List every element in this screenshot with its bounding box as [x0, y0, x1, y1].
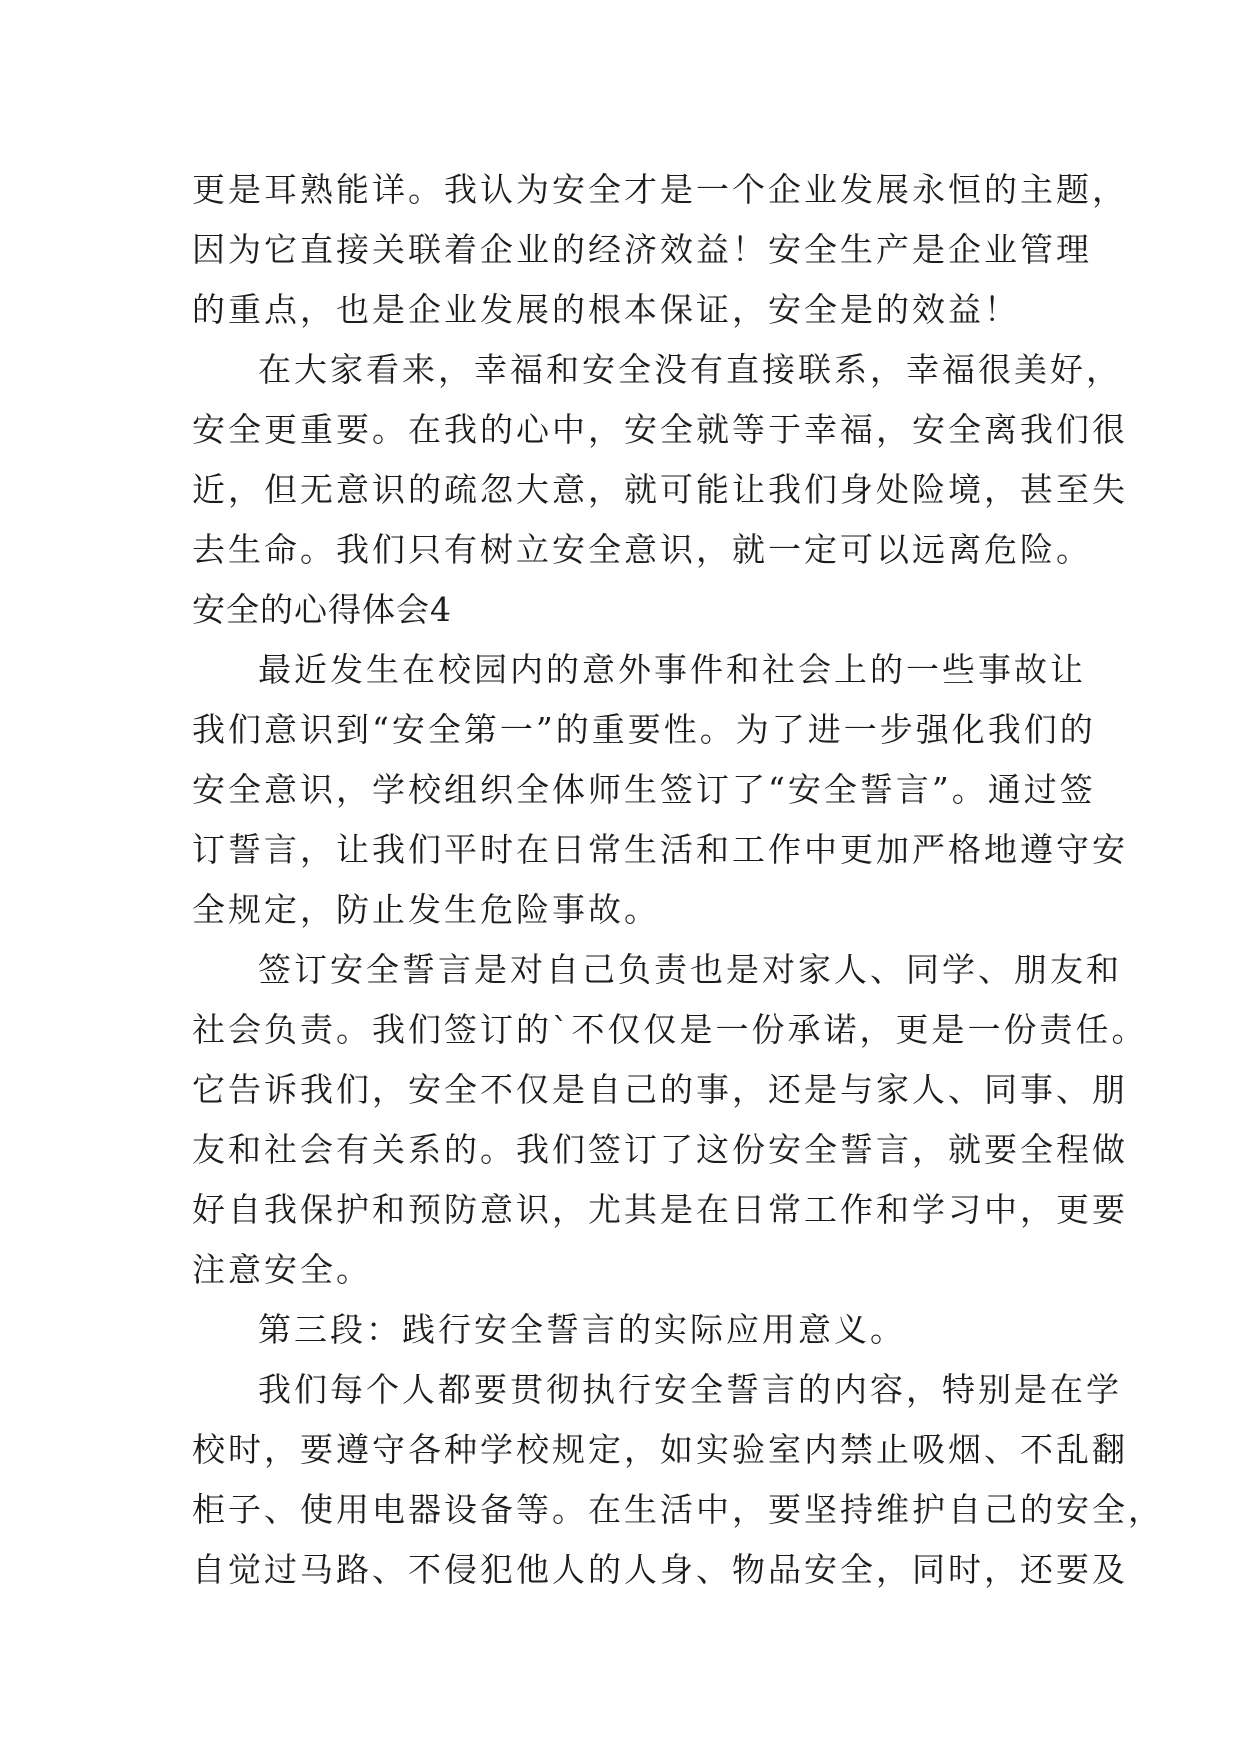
text-line: 安全更重要。在我的心中，安全就等于幸福，安全离我们很 [192, 410, 1128, 449]
document-body [192, 160, 1164, 1600]
paragraph-start-line: 第三段：践行安全誓言的实际应用意义。 [258, 1310, 906, 1349]
text-line: 好自我保护和预防意识，尤其是在日常工作和学习中，更要 [192, 1190, 1128, 1229]
text-line: 因为它直接关联着企业的经济效益！安全生产是企业管理 [192, 230, 1092, 269]
text-line: 它告诉我们，安全不仅是自己的事，还是与家人、同事、朋 [192, 1070, 1128, 1109]
text-line: 去生命。我们只有树立安全意识，就一定可以远离危险。 [192, 530, 1092, 569]
paragraph-start-line: 我们每个人都要贯彻执行安全誓言的内容，特别是在学 [258, 1370, 1122, 1409]
text-line: 柜子、使用电器设备等。在生活中，要坚持维护自己的安全， [192, 1490, 1164, 1529]
paragraph-start-line: 在大家看来，幸福和安全没有直接联系，幸福很美好， [258, 350, 1122, 389]
paragraph-start-line: 签订安全誓言是对自己负责也是对家人、同学、朋友和 [258, 950, 1122, 989]
text-line: 安全意识，学校组织全体师生签订了“安全誓言”。通过签 [192, 770, 1096, 809]
paragraph-start-line: 最近发生在校园内的意外事件和社会上的一些事故让 [258, 650, 1086, 689]
text-line: 友和社会有关系的。我们签订了这份安全誓言，就要全程做 [192, 1130, 1128, 1169]
text-line: 的重点，也是企业发展的根本保证，安全是的效益！ [192, 290, 1020, 329]
text-line: 自觉过马路、不侵犯他人的人身、物品安全，同时，还要及 [192, 1550, 1128, 1589]
text-line: 注意安全。 [192, 1250, 372, 1289]
text-line: 更是耳熟能详。我认为安全才是一个企业发展永恒的主题， [192, 170, 1128, 209]
text-line: 订誓言，让我们平时在日常生活和工作中更加严格地遵守安 [192, 830, 1128, 869]
text-line: 我们意识到“安全第一”的重要性。为了进一步强化我们的 [192, 710, 1096, 749]
section-heading: 安全的心得体会4 [192, 590, 452, 629]
text-line: 社会负责。我们签订的`不仅仅是一份承诺，更是一份责任。 [192, 1010, 1148, 1049]
text-line: 近，但无意识的疏忽大意，就可能让我们身处险境，甚至失 [192, 470, 1128, 509]
text-line: 全规定，防止发生危险事故。 [192, 890, 660, 929]
text-line: 校时，要遵守各种学校规定，如实验室内禁止吸烟、不乱翻 [192, 1430, 1128, 1469]
